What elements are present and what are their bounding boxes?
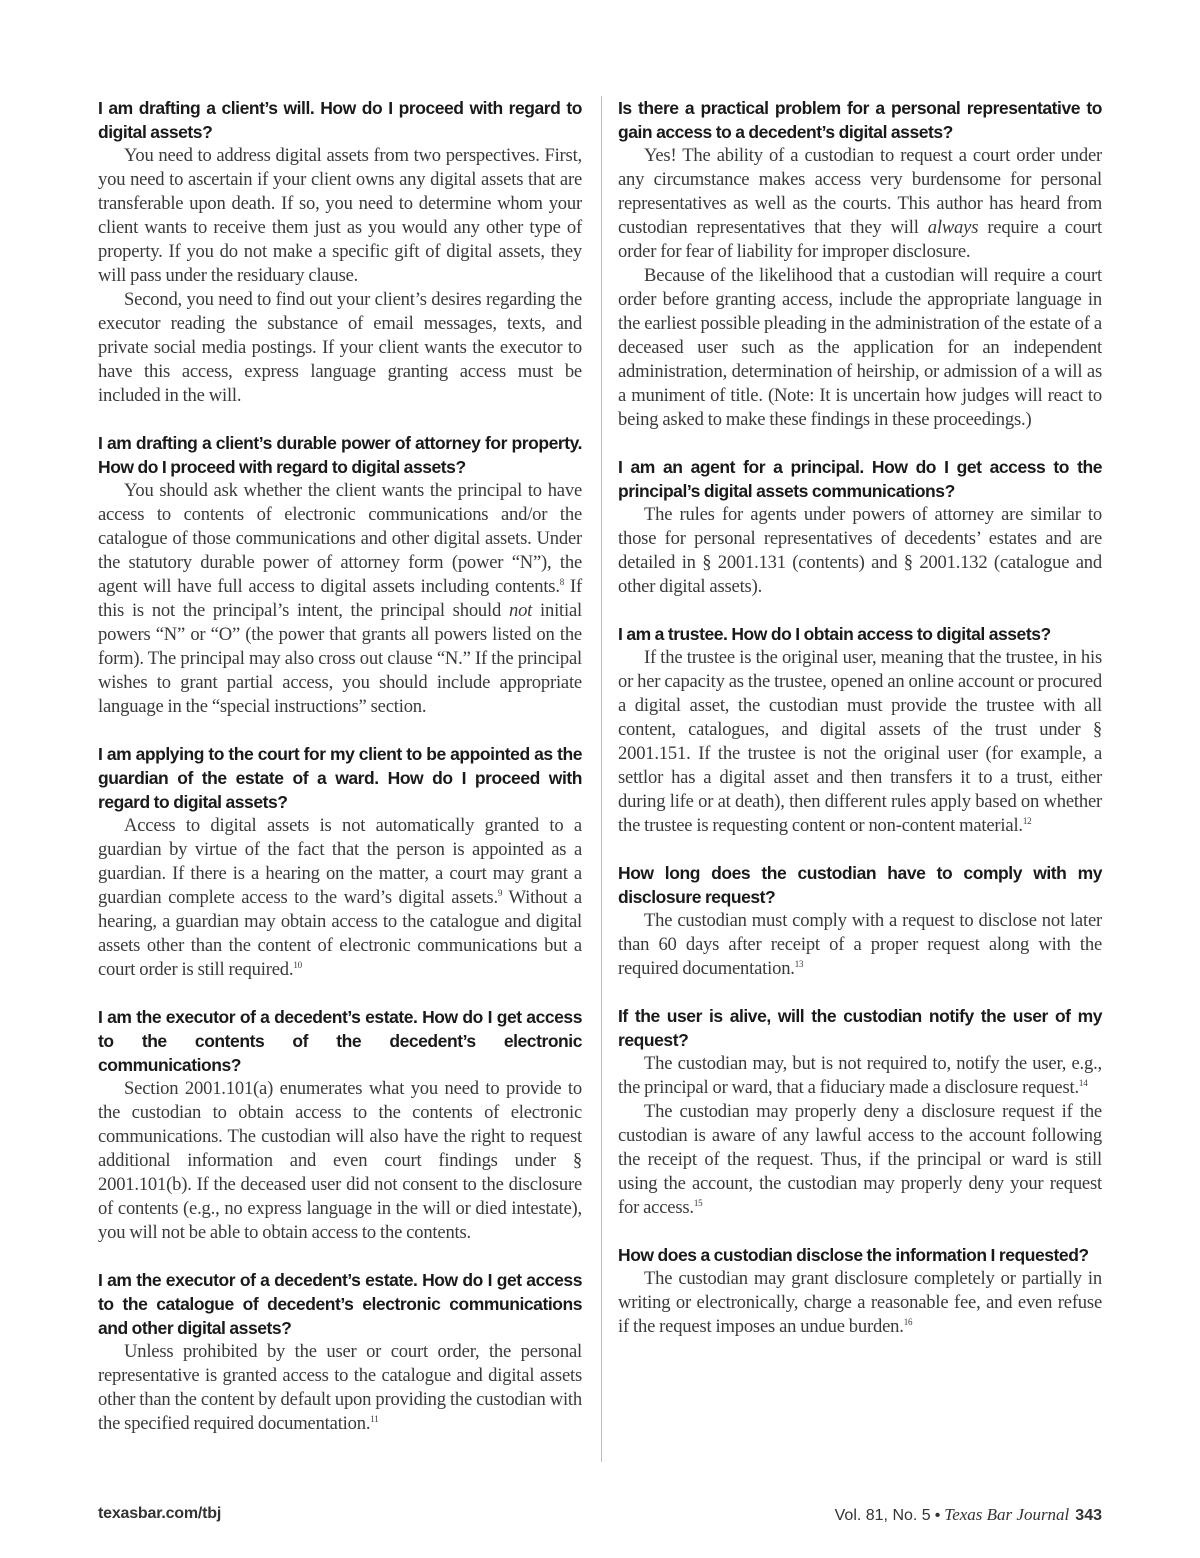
text-span: initial powers “N” or “O” (the power that grants all powers listed on the form). The principal may also cross out clause “N.” If the principal wishes to grant partial access, you should include appropriate language in the “special instructions” section. <box>98 600 583 717</box>
answer-paragraph <box>618 646 1102 838</box>
footnote-ref: 16 <box>903 1316 913 1327</box>
text-span: The custodian may, but is not required to, notify the user, e.g., the principal or ward, that a fiduciary made a disclosure request. <box>618 1053 1102 1098</box>
qa-section <box>618 455 1102 599</box>
answer-paragraph <box>618 144 1102 264</box>
footnote-ref: 13 <box>794 958 804 969</box>
question-heading: I am drafting a client’s durable power of attorney for property. How do I proceed with regard to digital assets? <box>98 433 582 477</box>
qa-section <box>618 622 1102 838</box>
text-span: Access to digital assets is not automatically granted to a guardian by virtue of the fact that the person is appointed as a guardian. If there is a hearing on the matter, a court may grant a guardian complete access to the ward’s digital assets. <box>98 815 582 908</box>
footnote-ref: 10 <box>293 959 302 970</box>
text-span: If the trustee is the original user, meaning that the trustee, in his or her capacity as the trustee, opened an online account or procured a digital asset, the custodian must provide the trustee with all content, catalogues, and digital assets of the trust under § 2001.151. If the trustee is not the original user (for example, a settlor has a digital asset and then transfers it to a trust, either during life or at death), then different rules apply based on whether the trustee is requesting content or non-content material. <box>618 647 1102 836</box>
answer-paragraph <box>618 1052 1102 1100</box>
qa-section <box>618 1243 1102 1339</box>
footer-volume: Vol. 81, No. 5 <box>834 1507 931 1524</box>
answer-paragraph: The rules for agents under powers of attorney are similar to those for personal representatives of decedents’ estates and are detailed in § 2001.131 (contents) and § 2001.132 (catalogue and other digital assets). <box>618 504 1102 597</box>
page-number: 343 <box>1075 1507 1102 1524</box>
footer-bullet: • <box>934 1507 941 1524</box>
question-heading: How does a custodian disclose the information I requested? <box>618 1245 1089 1265</box>
answer-paragraph <box>618 1100 1102 1220</box>
text-span: You should ask whether the client wants the principal to have access to contents of electronic communications and/or the catalogue of those communications and other digital assets. Under the statutory durable power of attorney form (power “N”), the agent will have full access to digital assets including contents. <box>98 480 582 597</box>
footer-journal-name: Texas Bar Journal <box>944 1505 1070 1524</box>
answer-paragraph <box>98 479 582 719</box>
answer-paragraph <box>618 909 1102 981</box>
question-heading: Is there a practical problem for a personal representative to gain access to a decedent’s digital assets? <box>618 98 1102 142</box>
text-span: The custodian must comply with a request to disclose not later than 60 days after receipt of a proper request along with the required documentation. <box>618 910 1102 979</box>
answer-paragraph <box>98 814 582 982</box>
question-heading: I am drafting a client’s will. How do I proceed with regard to digital assets? <box>98 98 582 142</box>
text-span: The custodian may grant disclosure completely or partially in writing or electronically, charge a reasonable fee, and even refuse if the request imposes an undue burden. <box>618 1268 1102 1337</box>
qa-section <box>98 1005 582 1245</box>
question-heading: I am an agent for a principal. How do I get access to the principal’s digital assets communications? <box>618 457 1102 501</box>
answer-paragraph: You need to address digital assets from two perspectives. First, you need to ascertain if your client owns any digital assets that are transferable upon death. If so, you need to determine whom your client wants to receive them just as you would any other type of property. If you do not make a specific gift of digital assets, they will pass under the residuary clause. <box>98 145 582 286</box>
right-column <box>618 96 1102 1362</box>
qa-section <box>618 96 1102 432</box>
question-heading: If the user is alive, will the custodian notify the user of my request? <box>618 1006 1102 1050</box>
text-span: Unless prohibited by the user or court order, the personal representative is granted access to the catalogue and digital assets other than the content by default upon providing the custodian with the specified required documentation. <box>98 1341 582 1434</box>
footnote-ref: 12 <box>1022 815 1032 826</box>
text-span: The custodian may properly deny a disclosure request if the custodian is aware of any lawful access to the account following the receipt of the request. Thus, if the principal or ward is still using the account, the custodian may properly deny your request for access. <box>618 1101 1102 1218</box>
footnote-ref: 15 <box>693 1197 703 1208</box>
answer-paragraph: Because of the likelihood that a custodian will require a court order before granting access, include the appropriate language in the earliest possible pleading in the administration of the estate of a deceased user such as the application for an independent administration, determination of heirship, or admission of a will as a muniment of title. (Note: It is uncertain how judges will react to being asked to make these findings in these proceedings.) <box>618 265 1102 430</box>
column-divider <box>601 96 602 1462</box>
qa-section <box>98 742 582 982</box>
answer-paragraph: Section 2001.101(a) enumerates what you need to provide to the custodian to obtain access to the contents of electronic communications. The custodian will also have the right to request additional information and even court findings under § 2001.101(b). If the deceased user did not consent to the disclosure of contents (e.g., no express language in the will or died intestate), you will not be able to obtain access to the contents. <box>98 1078 582 1243</box>
footnote-ref: 8 <box>559 576 565 587</box>
text-span: require a court order for fear of liability for improper disclosure. <box>618 217 1102 262</box>
left-column <box>98 96 582 1459</box>
emphasis-text: not <box>508 600 533 621</box>
answer-paragraph: Second, you need to find out your client’s desires regarding the executor reading the substance of email messages, texts, and private social media postings. If your client wants the executor to have this access, express language granting access must be included in the will. <box>98 289 582 406</box>
footnote-ref: 9 <box>497 887 503 898</box>
footer-website[interactable]: texasbar.com/tbj <box>98 1505 222 1522</box>
qa-section <box>98 431 582 719</box>
footnote-ref: 11 <box>370 1413 379 1424</box>
footnote-ref: 14 <box>1078 1077 1088 1088</box>
qa-section <box>98 1268 582 1436</box>
question-heading: How long does the custodian have to comply with my disclosure request? <box>618 863 1102 907</box>
text-span: Without a hearing, a guardian may obtain access to the catalogue and digital assets other than the content of electronic communications but a court order is still required. <box>98 887 582 980</box>
emphasis-text: always <box>927 217 979 238</box>
question-heading: I am a trustee. How do I obtain access to digital assets? <box>618 624 1051 644</box>
question-heading: I am the executor of a decedent’s estate. How do I get access to the contents of the decedent’s electronic communications? <box>98 1007 582 1075</box>
footer-publication-info <box>835 1505 1102 1525</box>
answer-paragraph <box>98 1340 582 1436</box>
qa-section <box>98 96 582 408</box>
text-span: Yes! The ability of a custodian to request a court order under any circumstance makes access very burdensome for personal representatives as well as the courts. This author has heard from custodian representatives that they will <box>618 145 1102 238</box>
question-heading: I am the executor of a decedent’s estate. How do I get access to the catalogue of decedent’s electronic communications and other digital assets? <box>98 1270 582 1338</box>
answer-paragraph <box>618 1267 1102 1339</box>
text-span: If this is not the principal’s intent, the principal should <box>98 576 582 621</box>
qa-section <box>618 861 1102 981</box>
question-heading: I am applying to the court for my client to be appointed as the guardian of the estate of a ward. How do I proceed with regard to digital assets? <box>98 744 582 812</box>
qa-section <box>618 1004 1102 1220</box>
